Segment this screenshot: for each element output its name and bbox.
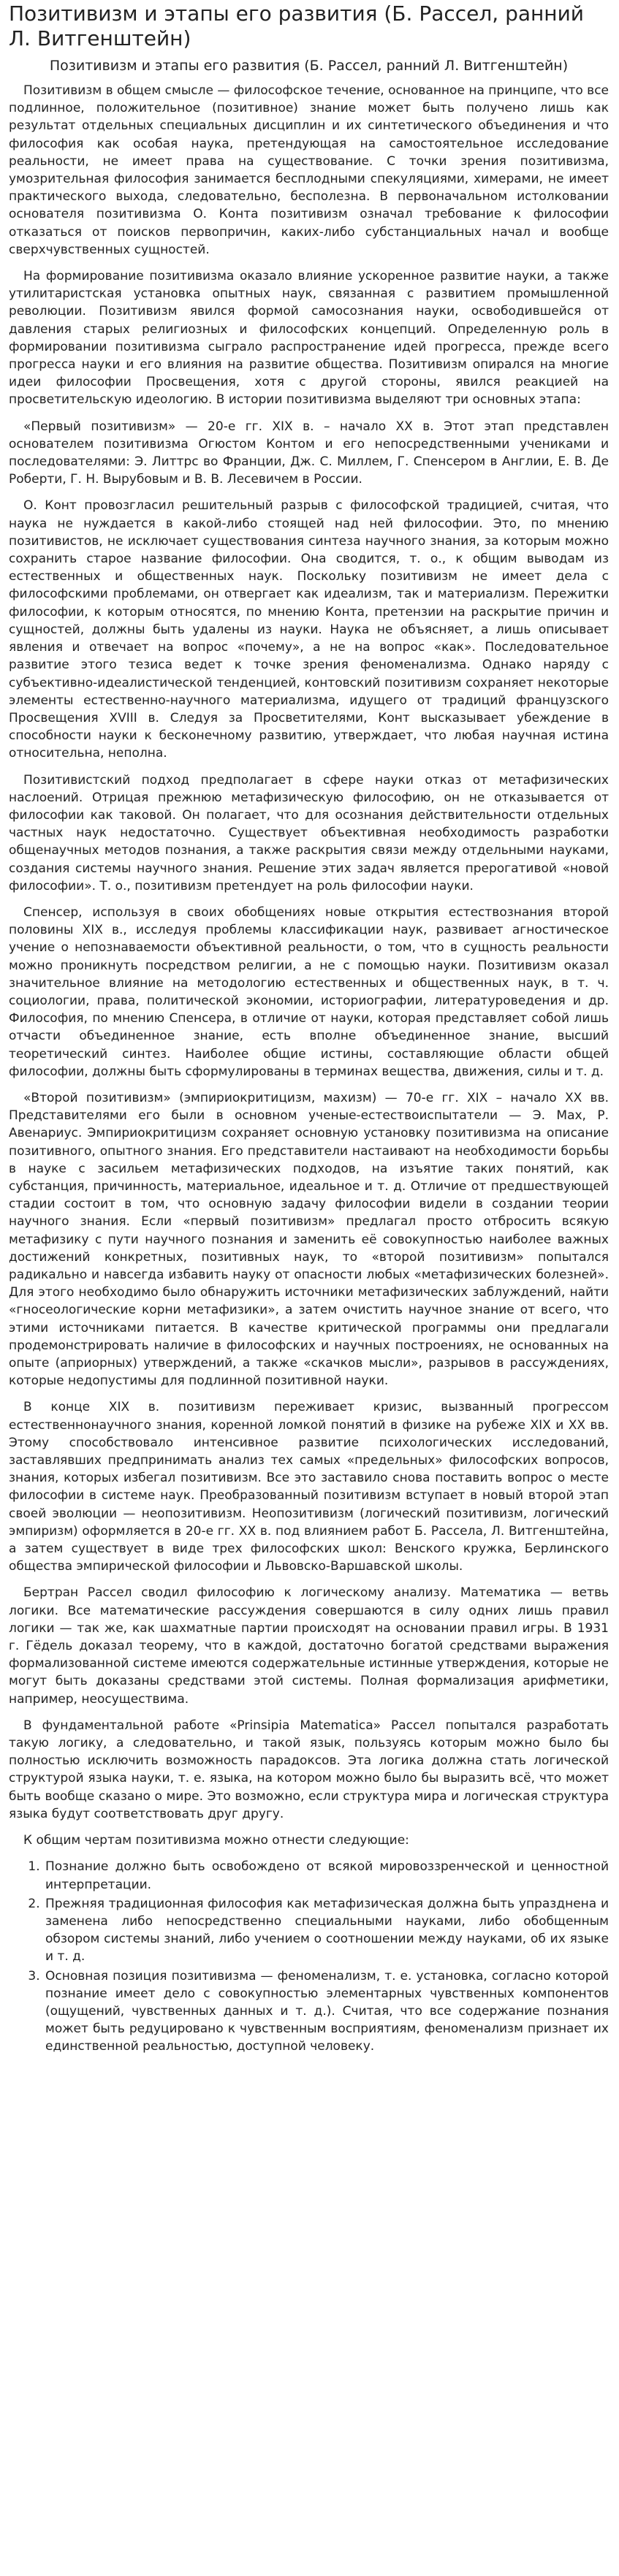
paragraph-principia: В фундаментальной работе «Prinsipia Matematica» Рассел попытался разработать такую логику, а следовательно, и такой язык, пользуясь которым можно было бы полностью исключить возможность парадоксов. Эта логика должна стать логической структурой языка науки, т. е. языка, на котором можно было бы выразить всё, что может быть вообще сказано о мире. Это возможно, если структура мира и логическая структура языка будут соответствовать друг другу. — [9, 1718, 609, 1821]
paragraph-first-positivism: «Первый позитивизм» — 20-е гг. XIX в. – начало XX в. Этот этап представлен основателем позитивизма Огюстом Контом и его непосредственными учениками и последователями: Э. Литтрс во Франции, Дж. С. Миллем, Г. Спенсером в Англии, Е. В. Де Роберти, Г. Н. Вырубовым и В. В. Лесевичем в России. — [9, 419, 609, 487]
paragraph-approach: Позитивистский подход предполагает в сфере науки отказ от метафизических наслоений. Отрицая прежнюю метафизическую философию, он не отказывается от философии как таковой. Он полагает, что для осознания действительности отдельных частных наук недостаточно. Существует объективная необходимость разработки общенаучных методов познания, а также раскрытия связи между отдельными науками, создания системы научного знания. Решение этих задач является прерогативой «новой философии». Т. о., позитивизм претендует на роль философии науки. — [9, 772, 609, 893]
list-item: 2. Прежняя традиционная философия как метафизическая должна быть упразднена и заменена либо непосредственно специальными науками, либо обобщенным обзором системы знаний, либо учением о соотношении между науками, об их языке и т. д. — [44, 1895, 609, 1966]
page-subtitle: Позитивизм и этапы его развития (Б. Рассел, ранний Л. Витгенштейн) — [49, 58, 569, 74]
list-item: 3. Основная позиция позитивизма — феноменализм, т. е. установка, согласно которой познание имеет дело с совокупностью элементарных чувственных компонентов (ощущений, чувственных данных и т. д.). Считая, что все содержание познания может быть редуцировано к чувственным восприятиям, феноменализм признает их единственной реальностью, доступной человеку. — [44, 1967, 609, 2056]
page-title: Позитивизм и этапы его развития (Б. Рассел, ранний Л. Витгенштейн) — [9, 1, 585, 50]
features-list — [9, 1858, 609, 2055]
paragraph-second-positivism: «Второй позитивизм» (эмпириокритицизм, махизм) — 70-е гг. XIX – начало XX вв. Представителями его были в основном ученые-естествоиспытатели — Э. Мах, Р. Авенариус. Эмпириокритицизм сохраняет основную установку позитивизма на описание позитивного, опытного знания. Его представители настаивают на необходимости борьбы в науке с засильем метафизических подходов, на изъятие таких понятий, как субстанция, причинность, материальное, идеальное и т. д. Отличие от предшествующей стадии состоит в том, что основную задачу философии видели в создании теории научного знания. Если «первый позитивизм» предлагал просто отбросить всякую метафизику с пути научного познания и заменить её совокупностью наиболее важных достижений конкретных, позитивных наук, то «второй позитивизм» попытался радикально и навсегда избавить науку от опасности любых «метафизических болезней». Для этого необходимо было обнаружить источники метафизических заблуждений, найти «гносеологические корни метафизики», а затем очистить научное знание от всего, что этими источниками питается. В качестве критической программы они предлагали продемонстрировать наличие в философских и научных построениях, не основанных на опыте (априорных) утверждений, а также «скачков мысли», разрывов в рассуждениях, которые недопустимы для подлинной позитивной науки. — [9, 1090, 609, 1389]
article-body — [9, 82, 609, 2056]
list-item: 1. Познание должно быть освобождено от всякой мировоззренческой и ценностной интерпретации. — [44, 1858, 609, 1893]
paragraph-features-intro: К общим чертам позитивизма можно отнести следующие: — [23, 1833, 409, 1848]
paragraph-spencer: Спенсер, используя в своих обобщениях новые открытия естествознания второй половины XIX в., исследуя проблемы классификации наук, развивает агностическое учение о непознаваемости объективной реальности, о том, что в сущность реальности можно проникнуть посредством религии, а не с помощью науки. Позитивизм оказал значительное влияние на методологию естественных и общественных наук, в т. ч. социологии, права, политической экономии, историографии, литературоведения и др. Философия, по мнению Спенсера, в отличие от науки, которая представляет собой лишь отчасти объединенное знание, есть вполне объединенное знание, высший теоретический синтез. Наиболее общие истины, составляющие области общей философии, должны быть сформулированы в терминах вещества, движения, силы и т. д. — [9, 904, 609, 1079]
paragraph-formation: На формирование позитивизма оказало влияние ускоренное развитие науки, а также утилитаристская установка опытных наук, связанная с развитием промышленной революции. Позитивизм явился формой самосознания науки, освободившейся от давления старых религиозных и философских концепций. Определенную роль в формировании позитивизма сыграло распространение идей прогресса, прежде всего прогресса науки и его влияния на развитие общества. Позитивизм опирался на многие идеи философии Просвещения, хотя с другой стороны, явился реакцией на просветительскую идеологию. В истории позитивизма выделяют три основных этапа: — [9, 269, 609, 408]
paragraph-neopositivism: В конце XIX в. позитивизм переживает кризис, вызванный прогрессом естественнонаучного знания, коренной ломкой понятий в физике на рубеже XIX и XX вв. Этому способствовало интенсивное развитие психологических исследований, заставлявших предпринимать анализ тех самых «предельных» философских вопросов, знания, которых избегал позитивизм. Все это заставило снова поставить вопрос о месте философии в системе наук. Преобразованный позитивизм вступает в новый второй этап своей эволюции — неопозитивизм. Неопозитивизм (логический позитивизм, логический эмпиризм) оформляется в 20-е гг. XX в. под влиянием работ Б. Рассела, Л. Витгенштейна, а затем существует в виде трех философских школ: Венского кружка, Берлинского общества эмпирической философии и Львовско-Варшавской школы. — [9, 1400, 609, 1574]
paragraph-russell: Бертран Рассел сводил философию к логическому анализу. Математика — ветвь логики. Все математические рассуждения совершаются в силу одних лишь правил логики — так же, как шахматные партии происходят на основании правил игры. В 1931 г. Гёдель доказал теорему, что в каждой, достаточно богатой средствами выражения формализованной системе имеются содержательные истинные утверждения, которые не могут быть доказаны средствами этой системы. Полная формализация арифметики, например, неосуществима. — [9, 1585, 609, 1707]
paragraph-comte: О. Конт провозгласил решительный разрыв с философской традицией, считая, что наука не нуждается в какой-либо стоящей над ней философии. Это, по мнению позитивистов, не исключает существования синтеза научного знания, за которым можно сохранить старое название философии. Она сводится, т. о., к общим выводам из естественных и общественных наук. Поскольку позитивизм не имеет дела с философскими проблемами, он отвергает как идеализм, так и материализм. Пережитки философии, к которым относятся, по мнению Конта, претензии на раскрытие причин и сущностей, должны быть удалены из науки. Наука не объясняет, а лишь описывает явления и отвечает на вопрос «почему», а не на вопрос «как». Последовательное развитие этого тезиса ведет к точке зрения феноменализма. Однако наряду с субъективно-идеалистической тенденцией, контовский позитивизм сохраняет некоторые элементы естественно-научного материализма, идущего от традиций французского Просвещения XVIII в. Следуя за Просветителями, Конт высказывает убеждение в способности науки к бесконечному развитию, утверждает, что любая научная истина относительна, неполна. — [9, 498, 609, 761]
paragraph-definition: Позитивизм в общем смысле — философское течение, основанное на принципе, что все подлинное, положительное (позитивное) знание может быть получено лишь как результат отдельных специальных дисциплин и их синтетического объединения и что философия как особая наука, претендующая на самостоятельное исследование реальности, не имеет права на существование. С точки зрения позитивизма, умозрительная философия занимается бесплодными спекуляциями, химерами, не имеет практического выхода, следовательно, бесполезна. В первоначальном истолковании основателя позитивизма О. Конта позитивизм означал требование к философии отказаться от поисков первопричин, каких-либо субстанциальных начал и вообще сверхчувственных сущностей. — [9, 83, 609, 257]
